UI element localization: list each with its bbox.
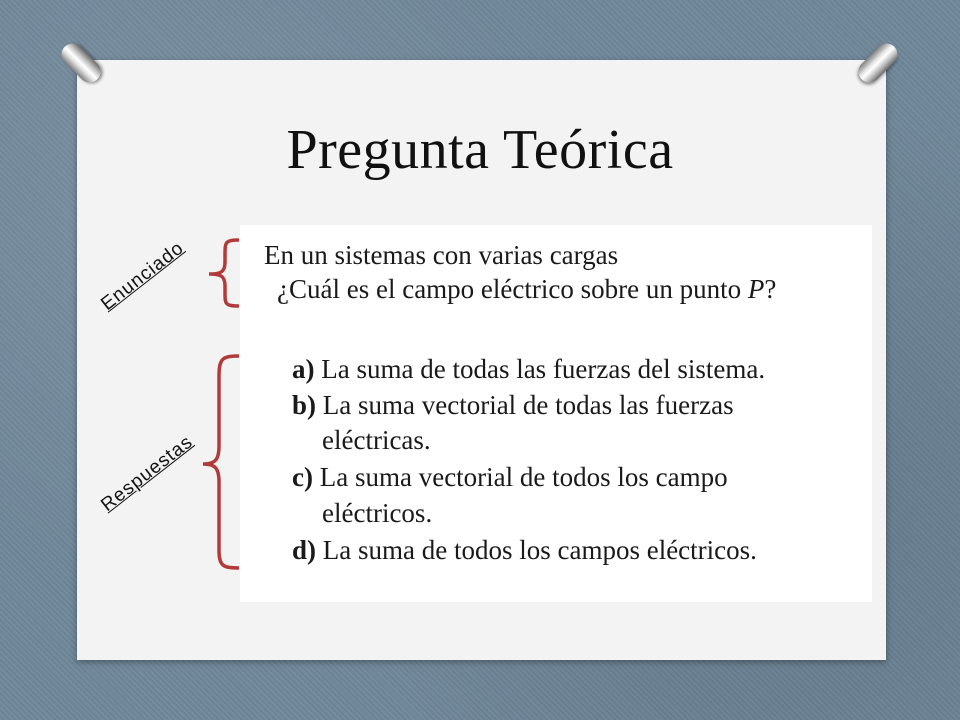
answer-a: [292, 351, 765, 387]
answer-text: La suma vectorial de todos los campo: [312, 462, 728, 492]
answer-d: [292, 532, 757, 568]
point-variable: P: [747, 274, 765, 304]
statement-bracket: [209, 240, 239, 306]
question-prefix: ¿Cuál es el campo eléctrico sobre un punto: [277, 274, 748, 304]
answer-text: La suma de todas las fuerzas del sistema.: [314, 354, 766, 384]
question-suffix: ?: [764, 274, 777, 304]
answer-letter: a): [292, 354, 315, 384]
answer-b: [292, 387, 734, 423]
answers-label: Respuestas: [97, 431, 198, 516]
answer-letter: b): [292, 390, 317, 420]
answer-c: [292, 459, 728, 495]
answer-letter: c): [292, 462, 313, 492]
question-panel: [240, 225, 872, 602]
question-line-1: En un sistemas con varias cargas: [264, 240, 619, 270]
answer-b-continued: eléctricas.: [322, 425, 431, 455]
question-line-2: [277, 272, 776, 306]
answer-letter: d): [292, 535, 317, 565]
answers-bracket: [203, 356, 239, 568]
answer-c-continued: eléctricos.: [322, 498, 433, 528]
slide-title: Pregunta Teórica: [286, 119, 674, 181]
brackets: [195, 232, 245, 577]
statement-label: Enunciado: [97, 237, 189, 315]
answer-text: La suma de todos los campos eléctricos.: [316, 535, 757, 565]
answer-text: La suma vectorial de todas las fuerzas: [316, 390, 734, 420]
